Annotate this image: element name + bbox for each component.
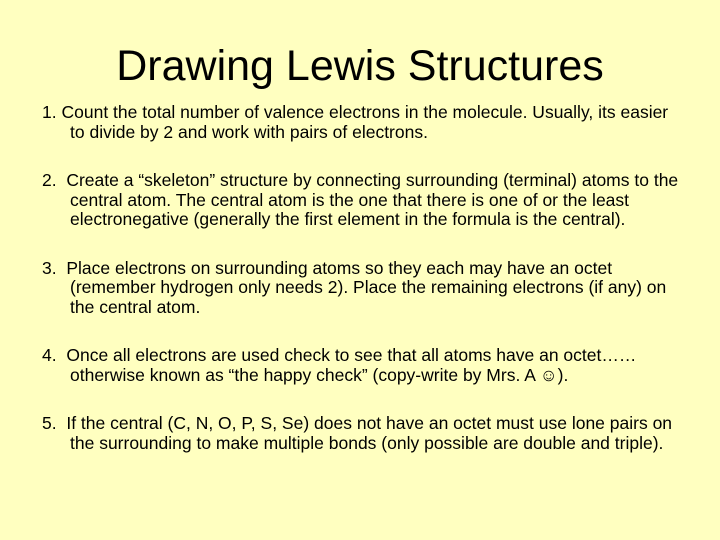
step-5 — [42, 414, 682, 453]
step-text: Create a “skeleton” structure by connecting surrounding (terminal) atoms to the central atom. The central atom is the one that there is one of or the least electronegative (generally the first element in the formula is the central). — [66, 170, 679, 229]
step-number: 3. — [42, 257, 57, 278]
steps-list — [42, 103, 682, 482]
step-number: 5. — [42, 413, 57, 433]
step-1 — [42, 103, 682, 142]
step-text: If the central (C, N, O, P, S, Se) does not have an octet must use lone pairs on the surrounding to make multiple bonds (only possible are double and triple). — [66, 413, 673, 453]
step-4 — [42, 346, 682, 385]
step-number: 4. — [42, 345, 57, 365]
step-text: Once all electrons are used check to see that all atoms have an octet……otherwise known as “the happy check” (copy-write by Mrs. A ☺). — [66, 345, 637, 385]
step-3 — [42, 259, 682, 318]
step-text: Count the total number of valence electrons in the molecule. Usually, its easier to divide by 2 and work with pairs of electrons. — [61, 102, 669, 142]
step-number: 1. — [42, 102, 57, 122]
slide-title: Drawing Lewis Structures — [116, 42, 604, 90]
step-text: Place electrons on surrounding atoms so they each may have an octet (remember hydrogen only needs 2). Place the remaining electrons (if any) on the central atom. — [66, 257, 667, 317]
step-2 — [42, 171, 682, 230]
step-number: 2. — [42, 170, 57, 190]
